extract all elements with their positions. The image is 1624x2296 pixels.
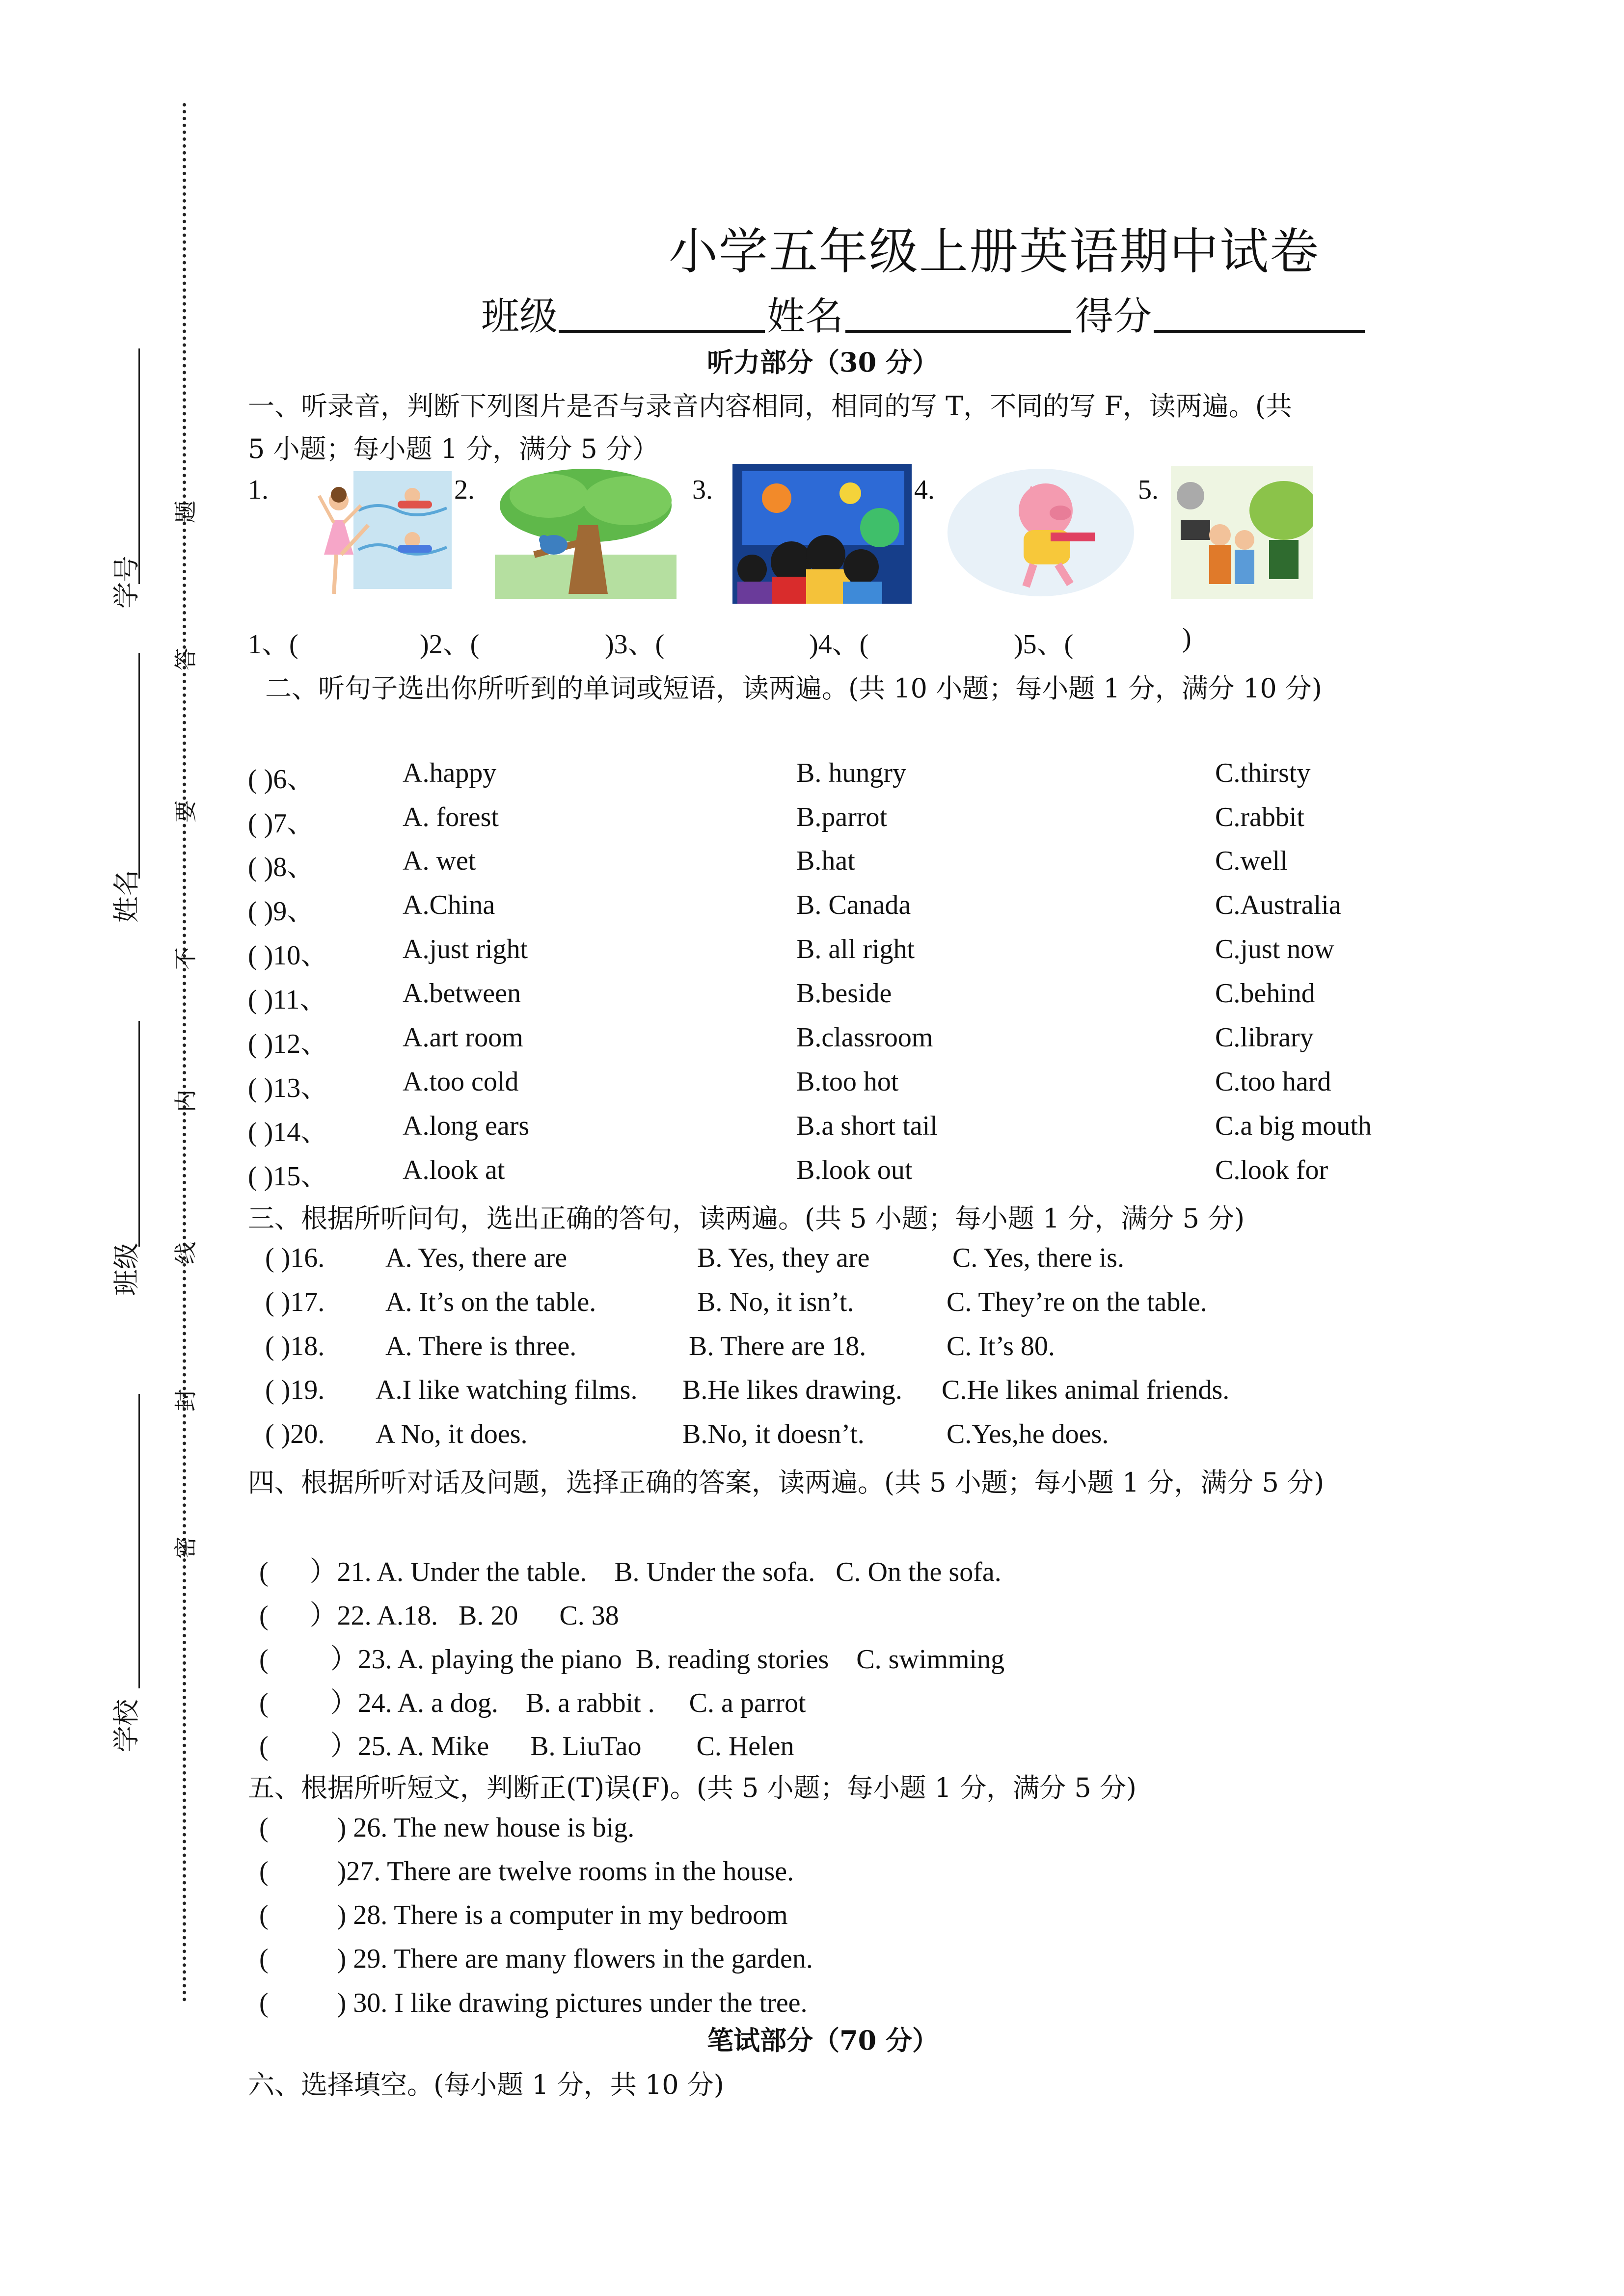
part5-q28[interactable]: ( ) 28. There is a computer in my bedroom: [259, 1900, 788, 1930]
answer-slot-1[interactable]: 1、(: [248, 629, 298, 660]
part3-q16-num[interactable]: ( )16.: [265, 1243, 325, 1273]
part3-q20-b: B.No, it doesn’t.: [682, 1419, 865, 1449]
part4-q24[interactable]: ( ）24. A. a dog. B. a rabbit . C. a parrot: [259, 1688, 806, 1718]
part3-q18-c: C. It’s 80.: [947, 1331, 1055, 1362]
name-label: 姓名: [767, 294, 844, 339]
part3-instruction: 三、根据所听问句，选出正确的答句，读两遍。(共 5 小题；每小题 1 分，满分 5 分): [248, 1203, 1245, 1234]
picture-2-tree-bird: [495, 466, 677, 599]
part2-q7-num[interactable]: ( )7、: [248, 808, 315, 839]
part3-q19-b: B.He likes drawing.: [682, 1375, 902, 1405]
answer-slot-5[interactable]: )5、(: [1014, 629, 1074, 660]
part1-instruction-1: 一、听录音，判断下列图片是否与录音内容相同，相同的写 T，不同的写 F，读两遍。(共: [248, 391, 1292, 422]
part2-q9-a: A.China: [403, 890, 495, 920]
part2-q9-b: B. Canada: [796, 890, 911, 920]
part2-q6-a: A.happy: [403, 758, 497, 788]
class-blank[interactable]: [559, 330, 765, 333]
score-blank[interactable]: [1154, 330, 1365, 333]
answer-slot-close: ): [1182, 623, 1191, 653]
part1-instruction-2: 5 小题；每小题 1 分，满分 5 分）: [248, 433, 659, 464]
picture-4-pig: [945, 466, 1137, 599]
part2-q15-a: A.look at: [403, 1155, 505, 1185]
part3-q18-a: A. There is three.: [385, 1331, 577, 1362]
part2-q11-c: C.behind: [1215, 978, 1315, 1009]
part4-q22[interactable]: ( ）22. A.18. B. 20 C. 38: [259, 1601, 619, 1631]
seal-char-ti: 题: [172, 501, 199, 523]
seal-char-bu: 不: [172, 947, 199, 970]
part2-q12-b: B.classroom: [796, 1022, 933, 1053]
part3-q16-c: C. Yes, there is.: [952, 1243, 1125, 1273]
part4-q25[interactable]: ( ）25. A. Mike B. LiuTao C. Helen: [259, 1731, 794, 1762]
part2-q14-num[interactable]: ( )14、: [248, 1117, 328, 1148]
part2-q11-a: A.between: [403, 978, 521, 1009]
part2-q10-num[interactable]: ( )10、: [248, 940, 328, 971]
binding-class-line: [138, 1021, 140, 1247]
score-label: 得分: [1075, 294, 1152, 339]
part2-instruction: 二、听句子选出你所听到的单词或短语，读两遍。(共 10 小题；每小题 1 分，满分 10 分): [265, 673, 1322, 704]
part4-instruction: 四、根据所听对话及问题，选择正确的答案，读两遍。(共 5 小题；每小题 1 分，满分 5 分): [248, 1467, 1325, 1498]
part2-q8-a: A. wet: [403, 846, 476, 876]
part2-q12-c: C.library: [1215, 1022, 1314, 1053]
part3-q19-num[interactable]: ( )19.: [265, 1375, 325, 1405]
part2-q7-a: A. forest: [403, 802, 499, 832]
seal-dotted-line: [183, 103, 186, 2002]
part2-q14-b: B.a short tail: [796, 1111, 938, 1141]
part3-q16-b: B. Yes, they are: [697, 1243, 870, 1273]
binding-student-no: 学号: [111, 556, 142, 609]
part3-q18-b: B. There are 18.: [689, 1331, 866, 1362]
binding-school-line: [138, 1394, 140, 1688]
binding-student-no-line: [138, 348, 140, 584]
part2-q6-c: C.thirsty: [1215, 758, 1311, 788]
part2-q12-num[interactable]: ( )12、: [248, 1029, 328, 1059]
picture-3-cinema: [732, 464, 912, 604]
part3-q17-num[interactable]: ( )17.: [265, 1287, 325, 1317]
part6-instruction: 六、选择填空。(每小题 1 分，共 10 分): [248, 2069, 724, 2100]
part5-instruction: 五、根据所听短文，判断正(T)误(F)。(共 5 小题；每小题 1 分，满分 5 分): [248, 1772, 1137, 1803]
answer-slot-3[interactable]: )3、(: [605, 629, 665, 660]
seal-char-da: 答: [172, 648, 199, 670]
part2-q6-num[interactable]: ( )6、: [248, 764, 315, 795]
part4-q21[interactable]: ( ）21. A. Under the table. B. Under the sofa. C. On the sofa.: [259, 1557, 1001, 1587]
part2-q12-a: A.art room: [403, 1022, 523, 1053]
name-blank[interactable]: [845, 330, 1071, 333]
pic-number-2: 2.: [454, 475, 475, 505]
binding-name: 姓名: [111, 870, 142, 923]
binding-name-line: [138, 653, 140, 879]
part3-q19-c: C.He likes animal friends.: [942, 1375, 1230, 1405]
picture-1-ballet-swimming: [314, 466, 457, 604]
part2-q13-num[interactable]: ( )13、: [248, 1073, 328, 1103]
part2-q6-b: B. hungry: [796, 758, 906, 788]
part2-q10-c: C.just now: [1215, 934, 1334, 964]
part4-q23[interactable]: ( ）23. A. playing the piano B. reading stories C. swimming: [259, 1644, 1005, 1675]
part2-q13-c: C.too hard: [1215, 1067, 1331, 1097]
part2-q10-b: B. all right: [796, 934, 915, 964]
pic-number-1: 1.: [248, 475, 269, 505]
part3-q17-a: A. It’s on the table.: [385, 1287, 596, 1317]
seal-char-yao: 要: [172, 800, 199, 823]
seal-char-mi: 密: [172, 1536, 199, 1559]
part2-q8-b: B.hat: [796, 846, 855, 876]
part2-q11-num[interactable]: ( )11、: [248, 985, 327, 1015]
part2-q14-c: C.a big mouth: [1215, 1111, 1372, 1141]
part5-q27[interactable]: ( )27. There are twelve rooms in the house.: [259, 1856, 794, 1887]
part2-q15-num[interactable]: ( )15、: [248, 1161, 328, 1192]
part3-q18-num[interactable]: ( )18.: [265, 1331, 325, 1362]
part2-q14-a: A.long ears: [403, 1111, 530, 1141]
part2-q15-c: C.look for: [1215, 1155, 1328, 1185]
part3-q17-c: C. They’re on the table.: [947, 1287, 1207, 1317]
written-heading: 笔试部分（70 分）: [707, 2025, 939, 2056]
part3-q16-a: A. Yes, there are: [385, 1243, 568, 1273]
part2-q13-b: B.too hot: [796, 1067, 899, 1097]
seal-char-nei: 内: [172, 1090, 199, 1112]
part2-q9-num[interactable]: ( )9、: [248, 896, 315, 927]
answer-slot-4[interactable]: )4、(: [809, 629, 869, 660]
part3-q19-a: A.I like watching films.: [376, 1375, 638, 1405]
binding-school: 学校: [111, 1699, 142, 1752]
part2-q15-b: B.look out: [796, 1155, 913, 1185]
pic-number-4: 4.: [914, 475, 935, 505]
part2-q10-a: A.just right: [403, 934, 528, 964]
page-title: 小学五年级上册英语期中试卷: [669, 223, 1320, 280]
part2-q13-a: A.too cold: [403, 1067, 519, 1097]
part5-q30[interactable]: ( ) 30. I like drawing pictures under the tree.: [259, 1988, 808, 2018]
pic-number-3: 3.: [692, 475, 713, 505]
seal-char-xian: 线: [172, 1242, 199, 1264]
binding-class: 班级: [111, 1243, 142, 1296]
part5-q26[interactable]: ( ) 26. The new house is big.: [259, 1813, 635, 1843]
part2-q8-num[interactable]: ( )8、: [248, 852, 315, 882]
class-label: 班级: [481, 294, 558, 339]
pic-number-5: 5.: [1138, 475, 1159, 505]
part3-q20-num[interactable]: ( )20.: [265, 1419, 325, 1449]
part5-q29[interactable]: ( ) 29. There are many flowers in the garden.: [259, 1944, 813, 1974]
part2-q7-b: B.parrot: [796, 802, 888, 832]
part3-q20-c: C.Yes,he does.: [947, 1419, 1109, 1449]
seal-char-feng: 封: [172, 1389, 199, 1412]
picture-5-park-scene: [1171, 466, 1313, 599]
answer-slot-2[interactable]: )2、(: [420, 629, 480, 660]
part2-q11-b: B.beside: [796, 978, 892, 1009]
part3-q20-a: A No, it does.: [376, 1419, 528, 1449]
part2-q9-c: C.Australia: [1215, 890, 1341, 920]
part3-q17-b: B. No, it isn’t.: [697, 1287, 854, 1317]
listening-heading: 听力部分（30 分）: [707, 347, 939, 378]
part2-q7-c: C.rabbit: [1215, 802, 1304, 832]
part2-q8-c: C.well: [1215, 846, 1288, 876]
